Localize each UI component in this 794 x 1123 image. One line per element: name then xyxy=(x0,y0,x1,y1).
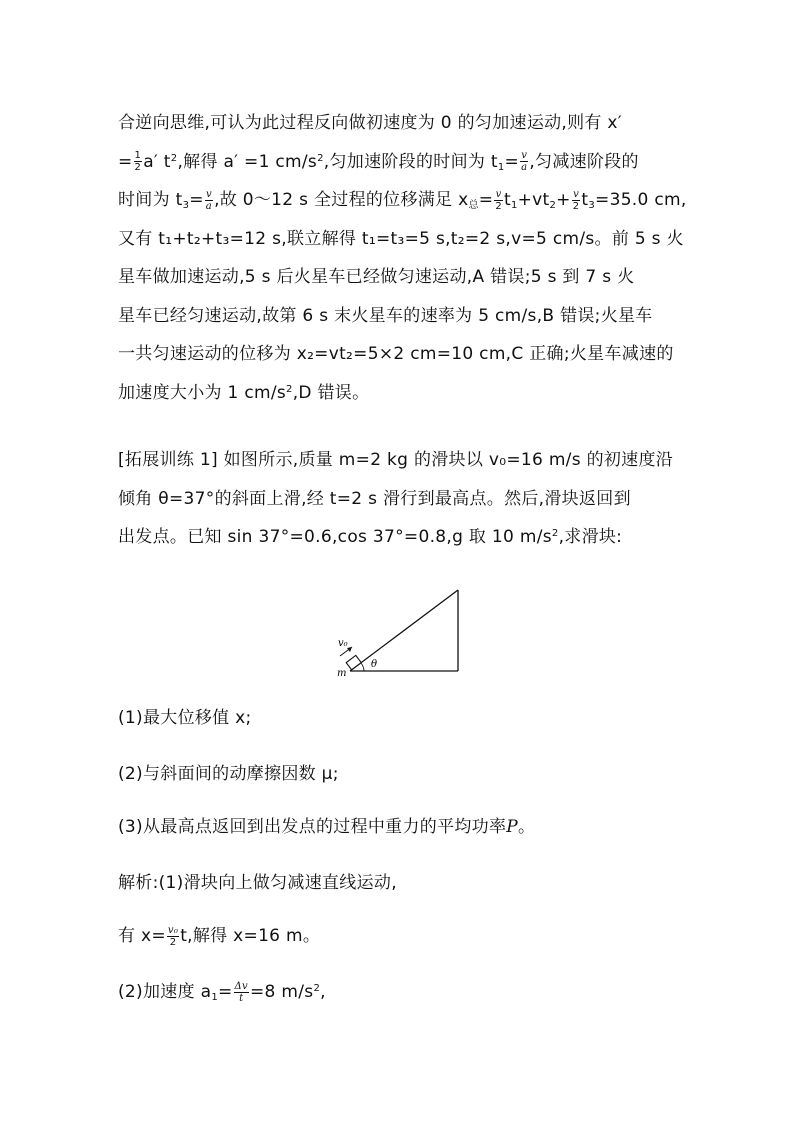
fraction-denominator: a xyxy=(205,200,213,212)
problem-paragraph xyxy=(118,441,678,557)
text: 时间为 t xyxy=(118,190,183,210)
fraction-denominator: t xyxy=(239,992,244,1004)
fraction-numerator: v xyxy=(205,188,212,200)
solution-step-2 xyxy=(118,924,320,948)
text-line: 倾角 θ=37°的斜面上滑,经 t=2 s 滑行到最高点。然后,滑块返回到 xyxy=(118,488,631,509)
text: ,匀加速阶段的时间为 t xyxy=(323,151,498,172)
incline-figure xyxy=(330,582,470,682)
text-line xyxy=(118,518,678,557)
text: ,匀减速阶段的 xyxy=(529,151,639,172)
subscript: 3 xyxy=(182,200,190,211)
subscript: 总 xyxy=(468,200,479,211)
superscript: 2 xyxy=(551,528,559,539)
fraction-numerator: v xyxy=(573,188,580,200)
subscript: 1 xyxy=(211,992,218,1003)
text: 有 x= xyxy=(118,926,166,946)
text-line: [拓展训练 1] 如图所示,质量 m=2 kg 的滑块以 v₀=16 m/s 的初速度沿 xyxy=(118,450,674,470)
text: ,解得 a′ =1 cm/s xyxy=(177,151,318,172)
fraction-denominator: 2 xyxy=(495,200,502,212)
text: (3)从最高点返回到出发点的过程中重力的平均功率 xyxy=(118,817,507,837)
slider-block xyxy=(346,655,361,669)
fraction xyxy=(134,150,143,173)
fraction-denominator: 2 xyxy=(572,200,580,212)
fraction xyxy=(234,981,249,1004)
fraction-numerator: 1 xyxy=(134,150,142,161)
arrowhead-icon xyxy=(347,647,352,652)
text-line: 星车做加速运动,5 s 后火星车已经做匀速运动,A 错误;5 s 到 7 s 火 xyxy=(118,267,635,287)
text: +vt xyxy=(517,190,550,210)
text: =8 m/s xyxy=(250,982,314,1002)
superscript: 2 xyxy=(317,152,324,164)
fraction xyxy=(572,189,581,212)
fraction-denominator: 2 xyxy=(169,936,177,948)
text-line xyxy=(118,374,678,413)
question-2: (2)与斜面间的动摩擦因数 μ; xyxy=(118,764,339,784)
text: t xyxy=(581,190,589,210)
text: t xyxy=(503,190,511,210)
text-line xyxy=(118,143,678,182)
fraction-numerator: Δv xyxy=(234,980,249,992)
text: = xyxy=(189,190,204,210)
superscript: 2 xyxy=(313,983,321,994)
text: + xyxy=(556,190,571,210)
velocity-label: v₀ xyxy=(338,638,348,649)
angle-arc xyxy=(361,663,364,671)
text: ,D 错误。 xyxy=(292,382,370,403)
text: = xyxy=(118,151,133,172)
text: ,求滑块: xyxy=(558,527,623,547)
fraction-numerator: v xyxy=(495,188,502,200)
fraction xyxy=(520,150,528,173)
superscript: 2 xyxy=(286,383,293,395)
text: =35.0 cm, xyxy=(595,190,687,210)
mass-label: m xyxy=(337,668,347,679)
subscript: 1 xyxy=(497,161,505,173)
question-3 xyxy=(118,815,535,839)
fraction-denominator: 2 xyxy=(134,162,142,173)
text: t,解得 x=16 m。 xyxy=(180,926,321,946)
text: 出发点。已知 sin 37°=0.6,cos 37°=0.8,g 取 10 m/s xyxy=(118,527,552,547)
incline-slope xyxy=(350,590,458,671)
text: 加速度大小为 1 cm/s xyxy=(118,382,287,403)
power-symbol: P xyxy=(506,817,519,837)
text: = xyxy=(478,190,494,210)
text: = xyxy=(217,982,233,1002)
subscript: 3 xyxy=(588,200,596,211)
fraction xyxy=(494,189,503,212)
subscript: 1 xyxy=(510,200,518,211)
text: , xyxy=(320,982,326,1002)
text: a′ t xyxy=(143,151,171,172)
superscript: 2 xyxy=(170,152,178,164)
text: 。 xyxy=(518,817,536,837)
text-line: 一共匀速运动的位移为 x₂=vt₂=5×2 cm=10 cm,C 正确;火星车减速的 xyxy=(118,344,674,364)
solution-paragraph xyxy=(118,104,687,412)
angle-label: θ xyxy=(371,659,378,670)
text-line: 又有 t₁+t₂+t₃=12 s,联立解得 t₁=t₃=5 s,t₂=2 s,v=5 cm/s。前 5 s 火 xyxy=(118,228,684,249)
text-line xyxy=(118,181,687,220)
solution-step-1: 解析:(1)滑块向上做匀减速直线运动, xyxy=(118,873,397,893)
fraction-numerator: v xyxy=(521,150,528,161)
text: = xyxy=(504,151,520,172)
fraction xyxy=(167,925,179,948)
fraction xyxy=(205,189,213,212)
fraction-numerator: v₀ xyxy=(167,924,179,936)
text: ,故 0～12 s 全过程的位移满足 x xyxy=(214,190,469,210)
subscript: 2 xyxy=(549,200,557,211)
solution-step-3 xyxy=(118,980,326,1004)
question-1: (1)最大位移值 x; xyxy=(118,708,252,728)
text-line: 合逆向思维,可认为此过程反向做初速度为 0 的匀加速运动,则有 x′ xyxy=(118,113,622,133)
text: (2)加速度 a xyxy=(118,982,212,1002)
fraction-denominator: a xyxy=(521,162,528,173)
text-line: 星车已经匀速运动,故第 6 s 末火星车的速率为 5 cm/s,B 错误;火星车 xyxy=(118,305,653,326)
